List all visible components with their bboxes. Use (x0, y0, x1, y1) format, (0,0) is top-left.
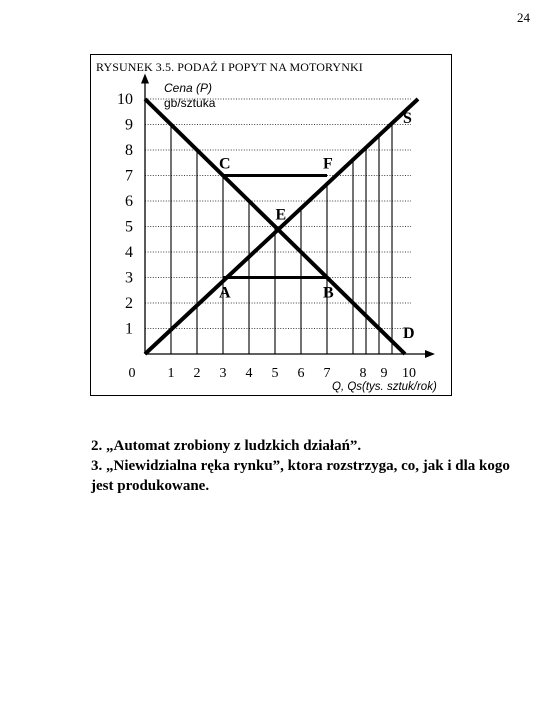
x-tick-label-6: 6 (297, 366, 305, 381)
figure-title: RYSUNEK 3.5. PODAŻ I POPYT NA MOTORYNKI (96, 60, 363, 74)
y-tick-label-3: 3 (125, 269, 133, 287)
x-tick-label-0: 0 (128, 366, 136, 381)
point-label-c: C (219, 155, 231, 173)
series-label-supply: S (403, 110, 412, 127)
x-tick-label-8: 8 (359, 366, 367, 381)
x-tick-label-9: 9 (380, 366, 388, 381)
body-text (91, 436, 531, 496)
point-label-f: F (323, 155, 333, 173)
x-tick-label-10: 10 (402, 366, 416, 381)
y-tick-label-8: 8 (125, 142, 133, 159)
y-tick-label-7: 7 (125, 167, 133, 185)
point-label-e: E (275, 206, 287, 224)
text-line-2: 3. „Niewidzialna ręka rynku”, ktora rozstrzyga, co, jak i dla kogo jest produkowane. (91, 458, 510, 494)
page-number: 24 (517, 10, 530, 25)
y-tick-label-6: 6 (125, 193, 133, 210)
x-tick-label-1: 1 (167, 366, 175, 381)
point-label-b: B (323, 284, 334, 302)
y-tick-label-1: 1 (125, 320, 133, 338)
y-axis-arrow (141, 74, 149, 84)
y-tick-label-2: 2 (125, 295, 133, 312)
x-tick-label-2: 2 (193, 366, 201, 381)
x-axis-label: Q, Qs(tys. sztuk/rok) (332, 381, 437, 393)
point-label-a: A (219, 284, 231, 302)
x-tick-label-3: 3 (219, 366, 227, 381)
y-axis-label-line1: Cena (P) (164, 81, 213, 95)
x-axis-arrow (425, 350, 435, 358)
supply-demand-chart (90, 54, 452, 396)
y-axis-label-line2: gb/sztuka (164, 96, 216, 110)
x-tick-label-4: 4 (245, 366, 253, 381)
y-tick-label-10: 10 (117, 91, 133, 108)
series-label-demand: D (403, 325, 415, 342)
y-tick-label-4: 4 (125, 244, 133, 261)
x-tick-label-5: 5 (271, 366, 279, 381)
x-tick-label-7: 7 (323, 366, 331, 381)
y-tick-label-9: 9 (125, 116, 133, 134)
text-line-1: 2. „Automat zrobiony z ludzkich działań”. (91, 438, 362, 454)
y-tick-label-5: 5 (125, 218, 133, 236)
